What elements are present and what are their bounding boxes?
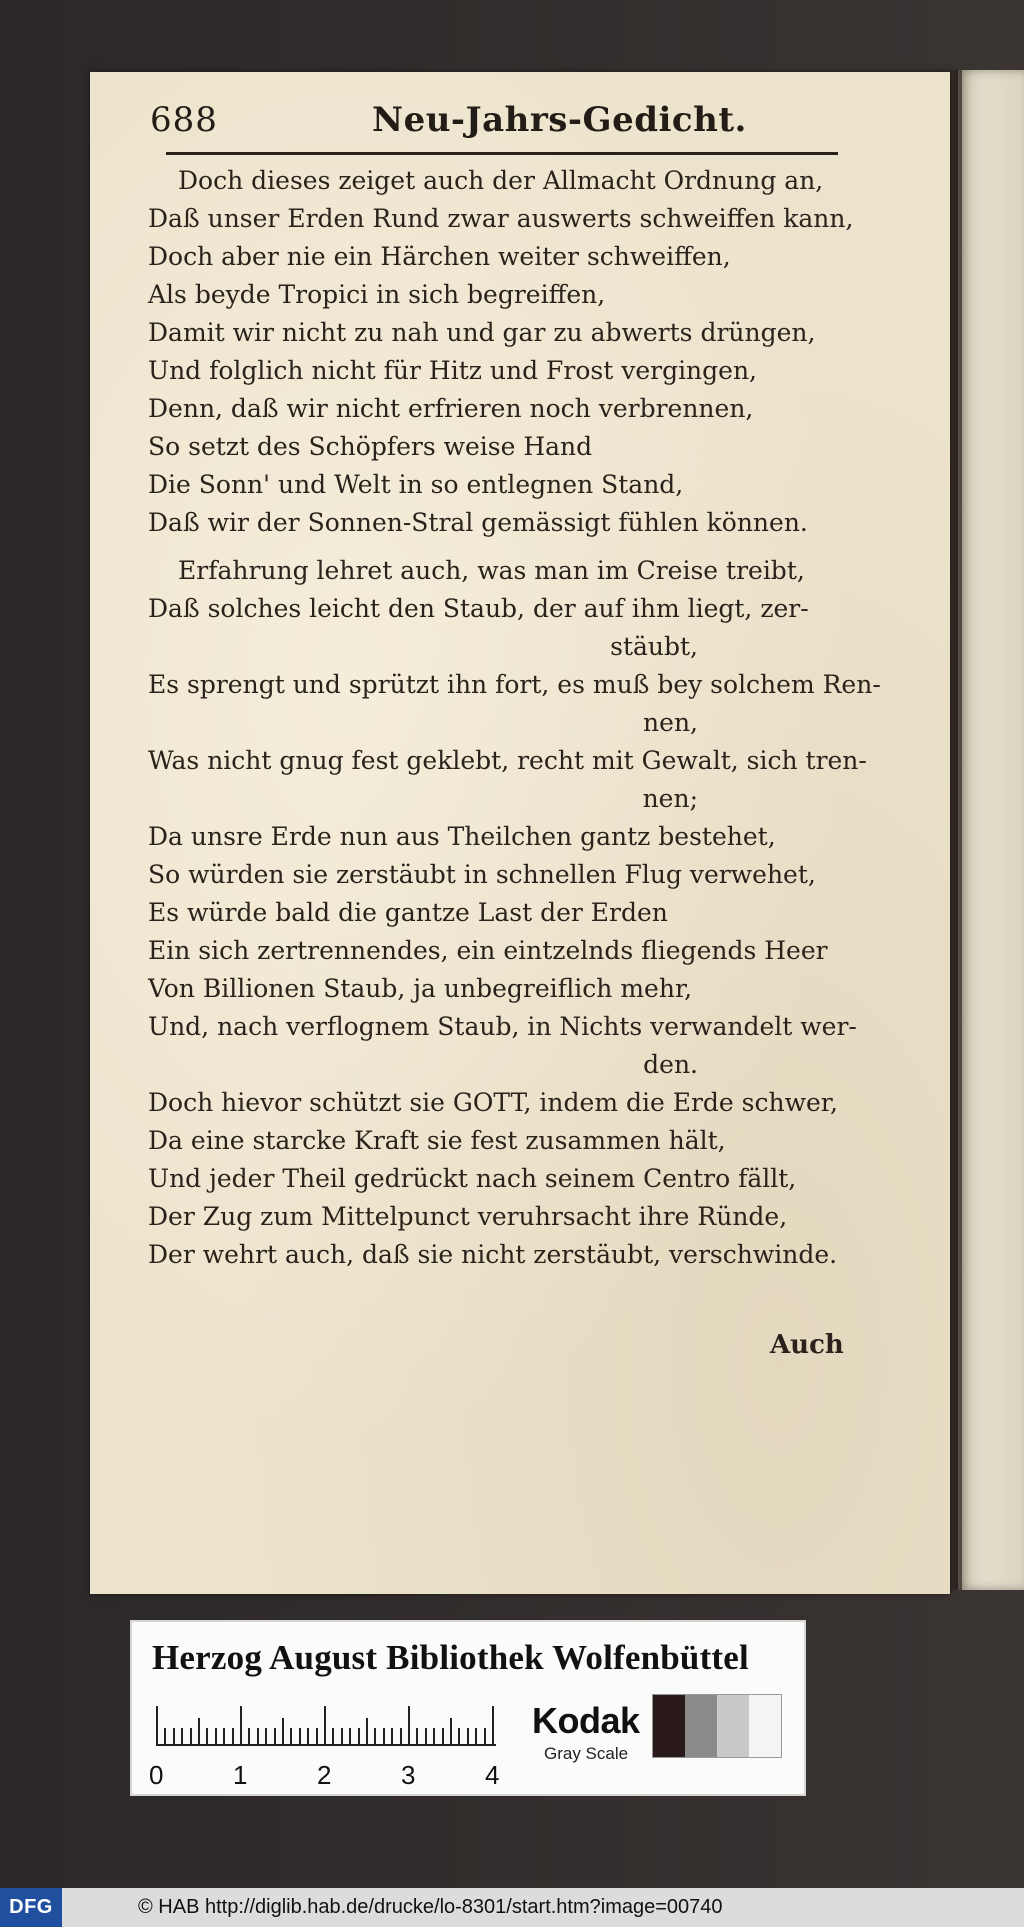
ruler-digit-1: 1 <box>233 1760 248 1790</box>
ruler-digit-3: 3 <box>401 1760 416 1790</box>
footer-bar <box>0 1888 1024 1927</box>
copyright-text: © HAB http://diglib.hab.de/drucke/lo-8301/start.htm?image=00740 <box>138 1896 723 1918</box>
ruler-tick <box>215 1728 217 1746</box>
verse-line: Von Billionen Staub, ja unbegreiflich mehr, <box>148 974 693 1003</box>
ruler-tick <box>458 1728 460 1746</box>
ruler-digit-4: 4 <box>485 1760 500 1790</box>
ruler-tick <box>416 1728 418 1746</box>
gray-scale-swatches <box>652 1694 782 1758</box>
ruler-tick <box>181 1728 183 1746</box>
verse-line: Als beyde Tropici in sich begreiffen, <box>148 280 606 309</box>
ruler-tick <box>341 1728 343 1746</box>
ruler-tick <box>299 1728 301 1746</box>
verse-line: Ein sich zertrennendes, ein eintzelnds fliegends Heer <box>148 936 828 965</box>
verse-line: Doch hievor schützt sie GOTT, indem die Erde schwer, <box>148 1088 838 1117</box>
ruler-scale <box>156 1706 496 1746</box>
verse-line: Der wehrt auch, daß sie nicht zerstäubt, verschwinde. <box>148 1240 838 1269</box>
verse-line: Es sprengt und sprützt ihn fort, es muß bey solchem Ren- <box>148 670 881 699</box>
gray-swatch <box>685 1695 717 1757</box>
page-header <box>150 100 776 148</box>
ruler-tick <box>358 1728 360 1746</box>
verse-line: So würden sie zerstäubt in schnellen Flug verwehet, <box>148 860 816 889</box>
ruler-tick <box>223 1728 225 1746</box>
ruler-tick <box>467 1728 469 1746</box>
ruler-tick <box>274 1728 276 1746</box>
ruler-tick <box>316 1728 318 1746</box>
verse-line: Doch dieses zeiget auch der Allmacht Ordnung an, <box>178 166 824 195</box>
ruler-tick <box>282 1718 284 1746</box>
ruler-tick <box>332 1728 334 1746</box>
ruler-tick <box>290 1728 292 1746</box>
verse-line: Und jeder Theil gedrückt nach seinem Centro fällt, <box>148 1164 797 1193</box>
ruler-tick <box>265 1728 267 1746</box>
verse-line: Was nicht gnug fest geklebt, recht mit Gewalt, sich tren- <box>148 746 867 775</box>
dfg-logo: DFG <box>0 1888 62 1927</box>
color-calibration-card <box>130 1620 806 1796</box>
verse-line: So setzt des Schöpfers weise Hand <box>148 432 593 461</box>
header-rule <box>166 152 838 155</box>
ruler-digit-0: 0 <box>149 1760 164 1790</box>
ruler-tick <box>433 1728 435 1746</box>
ruler-tick <box>442 1728 444 1746</box>
ruler-tick <box>206 1728 208 1746</box>
ruler-tick <box>190 1728 192 1746</box>
verse-line: Doch aber nie ein Härchen weiter schweiffen, <box>148 242 731 271</box>
verse-line: Daß wir der Sonnen-Stral gemässigt fühlen können. <box>148 508 808 537</box>
kodak-logo: Kodak <box>532 1700 640 1741</box>
verse-line: Da eine starcke Kraft sie fest zusammen hält, <box>148 1126 726 1155</box>
verse-line: Damit wir nicht zu nah und gar zu abwerts drüngen, <box>148 318 816 347</box>
ruler-tick <box>173 1728 175 1746</box>
ruler-tick <box>492 1706 494 1746</box>
stanza <box>148 162 854 542</box>
gray-swatch <box>749 1695 781 1757</box>
verse-line: Und, nach verflognem Staub, in Nichts verwandelt wer- <box>148 1012 857 1041</box>
ruler-tick <box>324 1706 326 1746</box>
running-title: Neu-Jahrs-Gedicht. <box>372 100 747 140</box>
adjacent-page-edge <box>958 70 1024 1590</box>
gray-swatch <box>717 1695 749 1757</box>
ruler-tick <box>240 1706 242 1746</box>
stanza <box>148 552 881 1274</box>
verse-line: stäubt, <box>610 632 698 661</box>
verse-line: Es würde bald die gantze Last der Erden <box>148 898 668 927</box>
ruler-tick <box>425 1728 427 1746</box>
ruler-tick <box>349 1728 351 1746</box>
catchword: Auch <box>770 1330 844 1360</box>
ruler-tick <box>257 1728 259 1746</box>
poem-text <box>148 162 881 1274</box>
ruler-tick <box>198 1718 200 1746</box>
ruler-tick <box>366 1718 368 1746</box>
ruler-tick <box>484 1728 486 1746</box>
ruler-tick <box>164 1728 166 1746</box>
ruler-tick <box>475 1728 477 1746</box>
ruler-tick <box>248 1728 250 1746</box>
ruler-tick <box>383 1728 385 1746</box>
ruler-tick <box>391 1728 393 1746</box>
gray-swatch <box>653 1695 685 1757</box>
verse-line: Daß unser Erden Rund zwar auswerts schweiffen kann, <box>148 204 854 233</box>
ruler-tick <box>408 1706 410 1746</box>
verse-line: Da unsre Erde nun aus Theilchen gantz bestehet, <box>148 822 776 851</box>
verse-line: Der Zug zum Mittelpunct veruhrsacht ihre Ründe, <box>148 1202 788 1231</box>
verse-line: nen, <box>643 708 698 737</box>
library-name: Herzog August Bibliothek Wolfenbüttel <box>152 1638 749 1677</box>
verse-line: Daß solches leicht den Staub, der auf ihm liegt, zer- <box>148 594 809 623</box>
verse-line: den. <box>643 1050 698 1079</box>
verse-line: Die Sonn' und Welt in so entlegnen Stand, <box>148 470 684 499</box>
verse-line: nen; <box>642 784 698 813</box>
gray-scale-label: Gray Scale <box>544 1744 629 1763</box>
ruler-tick <box>450 1718 452 1746</box>
verse-line: Und folglich nicht für Hitz und Frost vergingen, <box>148 356 758 385</box>
ruler-tick <box>232 1728 234 1746</box>
ruler-digit-2: 2 <box>317 1760 332 1790</box>
ruler-tick <box>156 1706 158 1746</box>
ruler-tick <box>307 1728 309 1746</box>
verse-line: Erfahrung lehret auch, was man im Creise treibt, <box>178 556 805 585</box>
page-number: 688 <box>150 100 218 140</box>
verse-line: Denn, daß wir nicht erfrieren noch verbrennen, <box>148 394 754 423</box>
ruler-tick <box>374 1728 376 1746</box>
ruler-tick <box>400 1728 402 1746</box>
